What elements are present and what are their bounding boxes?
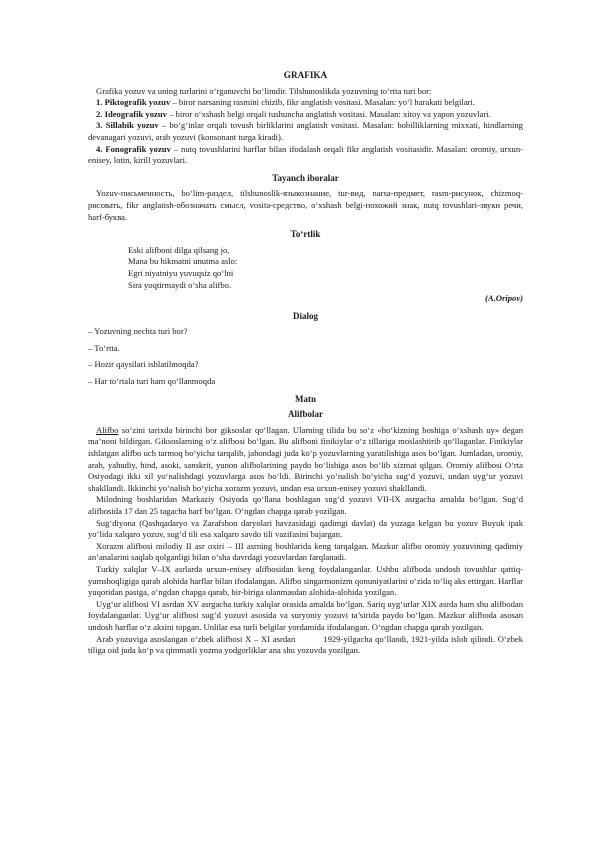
- matn-paragraph-3: Sug‘diyona (Qashqadaryo va Zarafshon daryolari havzasidagi qadimgi davlat) da yuzaga kelgan bu yozuv Buyuk ipak yo‘lida xalqaro yozuv, sug‘d tili esa xalqaro savdo tili vazifasini bajargan.: [88, 517, 523, 540]
- alifbo-word: Alifbo: [96, 424, 119, 435]
- tayanch-paragraph: Yozuv-письменность, bo‘lim-раздел, tilshunoslik-языкознание, tur-вид, narsa-предмет, rasm-рисунок, chizmoq-рисовать, fikr anglatish-обозначать смысл, vosita-средство, o‘xshash belgi-похожий знак, nutq tovushlari-звуки речи, harf-буква.: [88, 188, 523, 222]
- paragraph-text: 1929-yilgacha qo‘llandi, 1921-yilda isloh qilindi. O‘zbek tiliga oid juda ko‘p va qimmatli yozma yodgorliklar ana shu yozuvda yozilgan.: [88, 633, 523, 656]
- type-item-1: [88, 97, 523, 109]
- type-term: Fonografik yozuv: [105, 143, 171, 154]
- dialog-line: – Hozir qaysilari ishlatilmoqda?: [88, 359, 199, 370]
- tayanch-heading: Tayanch iboralar: [272, 172, 339, 183]
- paragraph-text: so‘zini tarixda birinchi bor giksoslar qo‘llagan. Ularning tilida bu so‘z «ho‘kizning boshiga o‘xshash uy» degan ma’noni bildirgan. Giksoslarning o‘z alifbosi bo‘lgan. Bu alifboni finikiylar o‘z tillariga moslashtirib qo‘llaganlar. Finikiylar ishlatgan alifbo uch tarmoq bo‘yicha tarqalib, jahondagi juda ko‘p yozuvlarning yaratilishiga asos bo‘lgan. Jumladan, oromiy, arab, yahudiy, hind, asoki, sanskrit, yunon alifbolarining paydo bo‘lishiga asos bo‘lib xizmat qilgan. Oromiy alifbosi O‘rta Osiyodagi ikki xil yo‘nalishdagi yozuvlarga asos bo‘ldi. Birinchi yo‘nalish bo‘yicha sug‘d yozuvi, undan uyg‘ur yozuvi shakllandi. Ikkinchi yo‘nalish bo‘yicha xorazm yozuvi, undan esa urxun-enisey yozuvi shakllandi.: [88, 424, 523, 493]
- type-number: 3.: [96, 120, 103, 131]
- dialog-line: – Har to‘rtala turi ham qo‘llanmoqda: [88, 376, 216, 387]
- type-term: Piktografik yozuv: [104, 97, 171, 108]
- type-text: – biror o‘xshash belgi orqali tushuncha anglatish vositasi. Masalan: xitoy va yapon yozuvlari.: [166, 108, 491, 119]
- type-text: – biror narsaning rasmini chizib, fikr anglatish vositasi. Masalan: yo‘l harakati belgilari.: [170, 97, 476, 108]
- matn-paragraph-7: [88, 634, 523, 657]
- dialog-line: – Yozuvning nechta turi bor?: [88, 326, 188, 337]
- type-item-3: [88, 120, 523, 143]
- type-number: 1.: [96, 97, 103, 108]
- type-term: Sillabik yozuv: [105, 120, 159, 131]
- poem: [128, 245, 523, 291]
- dialog-line: – To‘rtta.: [88, 342, 120, 353]
- tortlik-heading: To‘rtlik: [290, 229, 321, 240]
- alifbolar-heading: Alifbolar: [288, 409, 323, 420]
- intro-paragraph: Grafika yozuv va uning turlarini o‘rganuvchi bo‘limdir. Tilshunoslikda yozuvning to‘rtta turi bor:: [96, 85, 432, 96]
- type-text: – bo‘g‘inlar orqali tovush birliklarini anglatish vositasi. Masalan: bobilliklarning mixxati, hindlarning devanagari yozuvi, arab yozuvi (konsonant turga kiradi).: [88, 120, 523, 142]
- type-number: 4.: [96, 143, 103, 154]
- matn-paragraph-1: [88, 425, 523, 495]
- type-term: Ideografik yozuv: [104, 108, 167, 119]
- matn-paragraph-6: Uyg‘ur alifbosi VI asrdan XV asrgacha turkiy xalqlar orasida amalda bo‘lgan. Sariq uyg‘urlar XIX asrda ham shu alifbodan foydalanganlar. Uyg‘ur alifbosi sug‘d yozuvi asosida va suryoniy yozuvi ta’sirida paydo bo‘lgan. Mazkur alifboda asosan undosh harflar o‘z aksini topgan. Unlilar esa turli belgilar yordamida ifodalangan. O‘ngdan chapga qarab yozilgan.: [88, 598, 523, 632]
- page-title: GRAFIKA: [283, 70, 328, 80]
- type-number: 2.: [96, 108, 103, 119]
- poem-line: Eski alifboni dilga qilsang jo,: [128, 244, 230, 255]
- poem-line: Mana bu hikmatni unutma aslo:: [128, 256, 238, 267]
- type-item-2: [88, 109, 523, 121]
- poem-line: Sira yoqtirmaydi o‘sha alifbo.: [128, 279, 232, 290]
- dialog-block: [88, 326, 523, 387]
- paragraph-text: Arab yozuviga asoslangan o‘zbek alifbosi X – XI asrdan: [96, 633, 296, 644]
- matn-paragraph-5: Turkiy xalqlar V–IX asrlarda urxun-enisey alifbosidan keng foydalanganlar. Ushbu alifboda undosh tovushlar qattiq-yumshoqligiga qarab alohida harflar bilan ifodalangan. Alifbo singarmonizm qonuniyatlarini o‘zida to‘liq aks ettirgan. Harflar yuqoridan pastga, o‘ngdan chapga qarab, bir-biriga ulanmasdan alohida-alohida yozilgan.: [88, 563, 523, 598]
- poem-line: Egri niyatniyu yuvuqsiz qo‘lni: [128, 267, 234, 278]
- matn-heading: Matn: [295, 393, 316, 404]
- dialog-heading: Dialog: [292, 310, 318, 321]
- type-item-4: [88, 144, 523, 167]
- type-text: – nutq tovushlarini harflar bilan ifodalash orqali fikr anglatish vositasidir. Masalan: oromiy, urxun-enisey, lotin, kirill yozuvlari.: [88, 143, 523, 166]
- matn-paragraph-2: Milodning boshlaridan Markaziy Osiyoda qo‘llana boshlagan sug‘d yozuvi VII-IX asrgacha amalda bo‘lgan. Sug‘d alifbosida 17 dan 25 tagacha harf bo‘lgan. O‘ngdan chapga qarab yozilgan.: [88, 494, 523, 516]
- poem-author: (A.Oripov): [485, 293, 523, 304]
- matn-paragraph-4: Xorazm alifbosi milodiy II asr oxiri – III asrning boshlarida keng tarqalgan. Mazkur alifbo oromiy yozuvining qadimiy an’analarini saqlab qolganligi bilan o‘sha davrdagi yozuvlardan farqlanadi.: [88, 540, 523, 563]
- document-body: [88, 70, 523, 657]
